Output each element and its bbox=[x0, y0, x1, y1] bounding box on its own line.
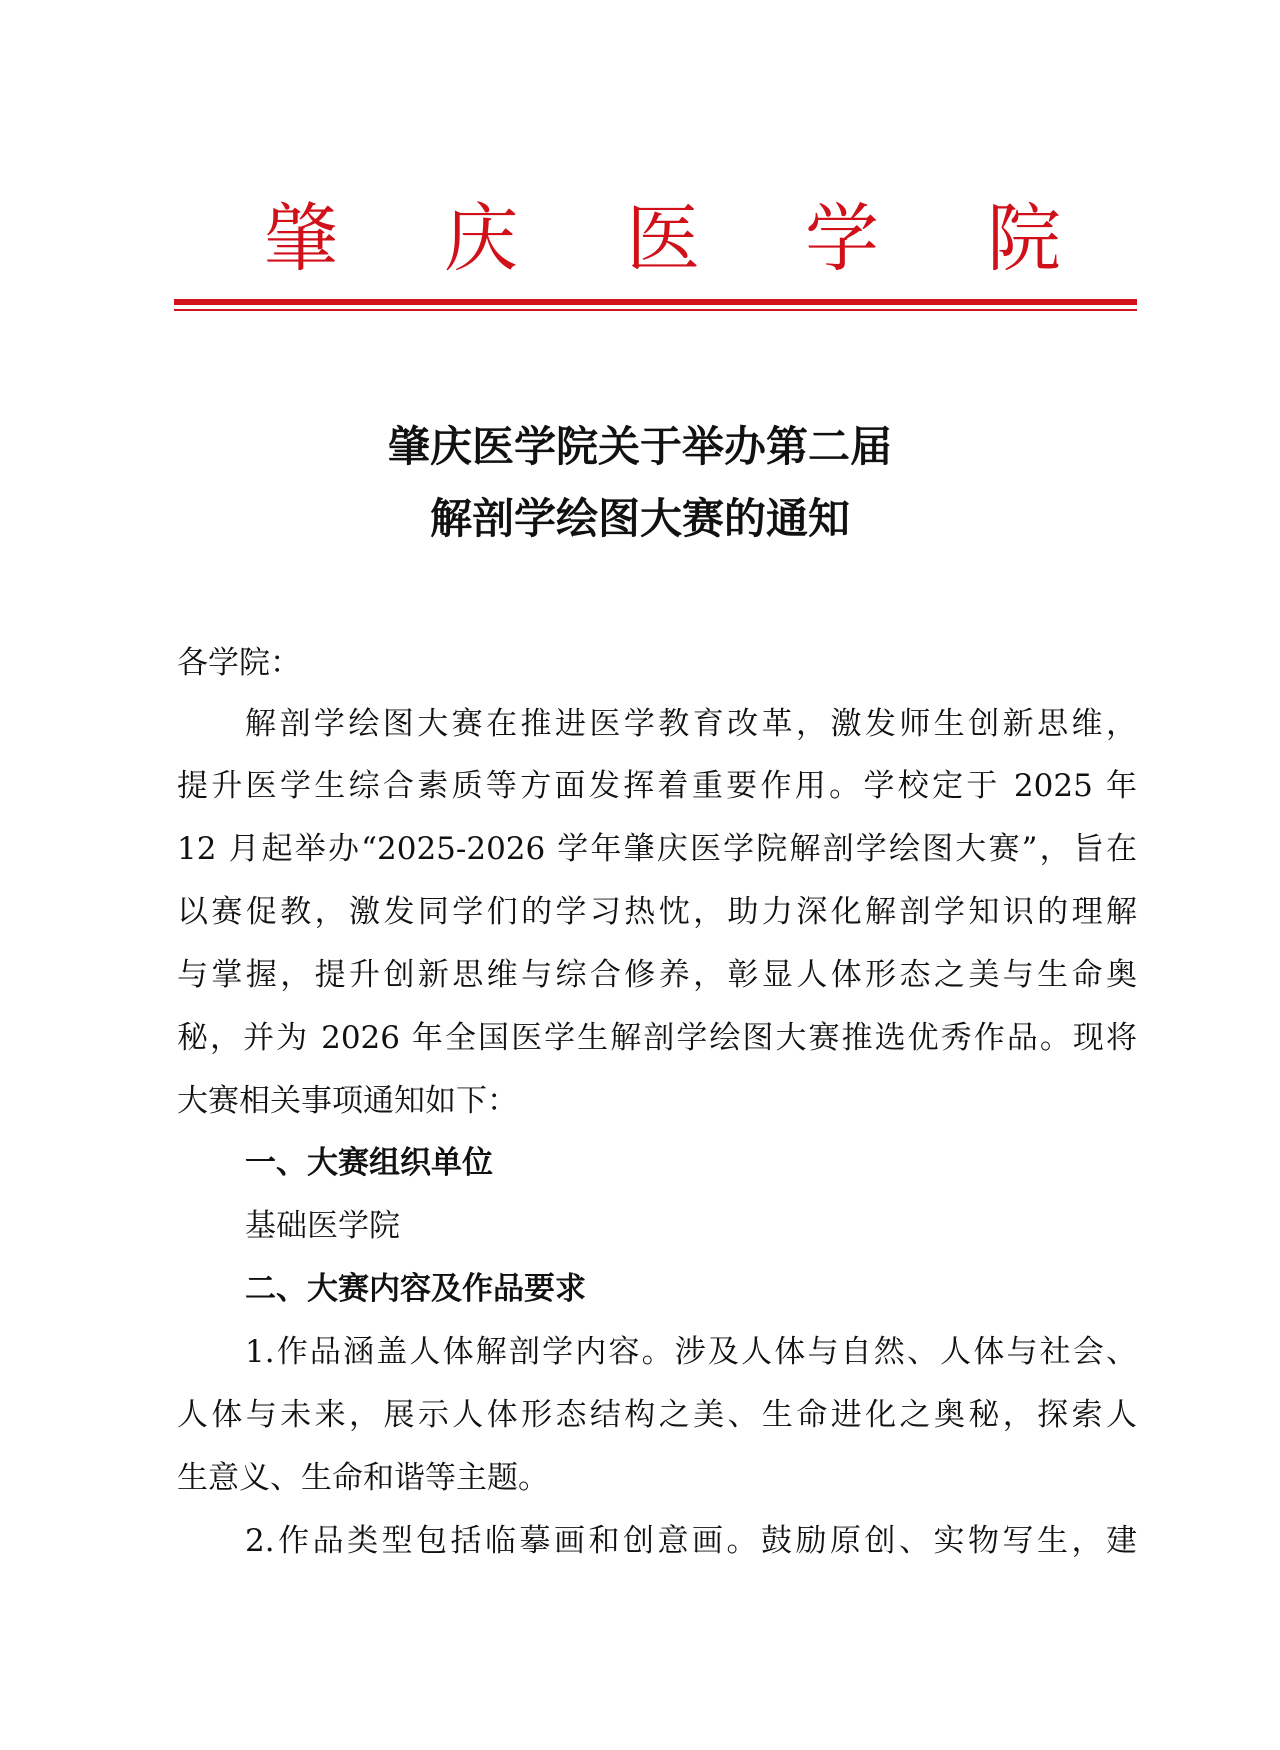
paragraph-line: 秘，并为 2026 年全国医学生解剖学绘图大赛推选优秀作品。现将 bbox=[177, 1020, 1137, 1056]
paragraph-line: 生意义、生命和谐等主题。 bbox=[177, 1460, 549, 1496]
paragraph-line: 12 月起举办“2025-2026 学年肇庆医学院解剖学绘图大赛”，旨在 bbox=[177, 831, 1137, 867]
paragraph-line: 解剖学绘图大赛在推进医学教育改革，激发师生创新思维， bbox=[245, 706, 1137, 742]
paragraph-line: 提升医学生综合素质等方面发挥着重要作用。学校定于 2025 年 bbox=[177, 768, 1137, 804]
paragraph-line: 以赛促教，激发同学们的学习热忱，助力深化解剖学知识的理解 bbox=[177, 894, 1137, 930]
paragraph-line: 与掌握，提升创新思维与综合修养，彰显人体形态之美与生命奥 bbox=[177, 957, 1137, 993]
paragraph-line: 人体与未来，展示人体形态结构之美、生命进化之奥秘，探索人 bbox=[177, 1397, 1137, 1433]
red-divider-thick bbox=[174, 299, 1137, 305]
document-title-line2: 解剖学绘图大赛的通知 bbox=[429, 494, 850, 543]
letterhead-char: 院 bbox=[987, 196, 1061, 282]
section-text: 基础医学院 bbox=[245, 1208, 400, 1244]
document-title-line1: 肇庆医学院关于举办第二届 bbox=[387, 422, 892, 471]
letterhead-char: 肇 bbox=[264, 196, 338, 282]
red-divider-thin bbox=[174, 309, 1137, 311]
letterhead-char: 庆 bbox=[444, 196, 518, 282]
paragraph-line: 大赛相关事项通知如下： bbox=[177, 1083, 518, 1119]
paragraph-line: 2.作品类型包括临摹画和创意画。鼓励原创、实物写生，建 bbox=[245, 1523, 1137, 1559]
letterhead-char: 医 bbox=[626, 196, 700, 282]
letterhead-char: 学 bbox=[805, 196, 879, 282]
paragraph-line: 1.作品涵盖人体解剖学内容。涉及人体与自然、人体与社会、 bbox=[245, 1334, 1137, 1370]
salutation: 各学院： bbox=[177, 645, 301, 681]
section-heading: 二、大赛内容及作品要求 bbox=[245, 1271, 586, 1307]
section-heading: 一、大赛组织单位 bbox=[245, 1145, 493, 1181]
